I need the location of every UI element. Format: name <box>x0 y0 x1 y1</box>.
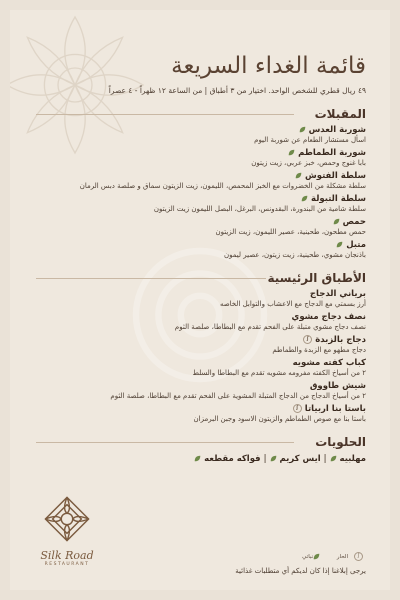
leaf-icon <box>295 172 302 179</box>
menu-page <box>10 10 390 590</box>
menu-item-title: دجاج بالزبدة <box>315 335 366 345</box>
dessert-name: ايس كريم <box>279 454 321 464</box>
restaurant-logo <box>32 495 102 575</box>
menu-item-description: بابا غنوج وحمص، خبز عربي، زيت زيتون <box>251 159 366 167</box>
menu-item <box>36 125 366 145</box>
menu-item-title: شوربة الطماطم <box>298 148 366 158</box>
menu-item <box>36 171 366 191</box>
menu-item-title: كباب كفته مشويه <box>292 358 366 368</box>
dessert-name: فواكه مقطعه <box>204 454 261 464</box>
dessert-name: مهلبيه <box>339 454 366 464</box>
separator: | <box>323 454 327 464</box>
menu-item-name <box>36 171 366 182</box>
separator: | <box>263 454 267 464</box>
menu-item-name <box>36 289 366 300</box>
divider <box>36 278 266 279</box>
menu-item-name <box>36 404 366 415</box>
menu-item-name <box>36 312 366 323</box>
dessert-item <box>270 454 321 464</box>
menu-item <box>36 240 366 260</box>
menu-item-title: شوربة العدس <box>308 125 366 135</box>
leaf-icon <box>288 149 295 156</box>
dessert-item <box>330 454 366 464</box>
section-title-mains: الأطباق الرئيسية <box>267 271 366 285</box>
menu-item-name <box>36 381 366 392</box>
menu-item <box>36 289 366 309</box>
leaf-icon <box>299 126 306 133</box>
menu-item-description: أرز بسمتي مع الدجاج مع الاعشاب والتوابل الخاصه <box>219 300 366 308</box>
menu-item-name <box>36 358 366 369</box>
section-mains <box>36 270 366 286</box>
leaf-icon <box>301 195 308 202</box>
menu-item-description: دجاج مطهو مع الزبدة والطماطم <box>272 346 366 354</box>
spicy-icon: ʃ <box>293 404 302 413</box>
legend-veg-label: نباتي <box>302 554 314 560</box>
menu-item-title: باستا بنا اربياتا <box>304 404 366 414</box>
menu-item-name <box>36 335 366 346</box>
legend-spicy <box>331 554 366 560</box>
menu-item-name <box>36 194 366 205</box>
menu-item-description: نصف دجاج مشوي متبلة على الفحم تقدم مع البطاطا، صلصة الثوم <box>174 323 366 331</box>
menu-item-title: شيش طاووق <box>309 381 366 391</box>
page-title: قائمة الغداء السريعة <box>171 53 366 79</box>
menu-item <box>36 148 366 168</box>
logo-subtitle: RESTAURANT <box>44 562 90 567</box>
logo-emblem-icon <box>43 495 91 543</box>
spicy-icon: ʃ <box>303 335 312 344</box>
logo-name: Silk Road <box>40 549 94 562</box>
desserts-list <box>36 454 366 464</box>
menu-item <box>36 335 366 355</box>
legend <box>290 552 366 561</box>
price-info: ٤٩ ريال قطري للشخص الواحد. اختيار من ٣ أطباق | من الساعة ١٢ ظهراً - ٤ عصراً <box>108 86 366 95</box>
legend-veg <box>296 554 323 560</box>
dessert-item <box>194 454 260 464</box>
leaf-icon <box>270 455 277 462</box>
menu-item-description: اسأل مستشار الطعام عن شوربة اليوم <box>254 136 366 144</box>
section-title-starters: المقبلات <box>314 107 366 121</box>
leaf-icon <box>333 218 340 225</box>
menu-item-name <box>36 148 366 159</box>
menu-item <box>36 217 366 237</box>
leaf-icon <box>330 455 337 462</box>
menu-item <box>36 381 366 401</box>
divider <box>36 114 294 115</box>
leaf-icon <box>336 241 343 248</box>
section-starters <box>36 106 366 122</box>
section-title-desserts: الحلويات <box>315 435 366 449</box>
leaf-icon <box>194 455 201 462</box>
menu-item-name <box>36 240 366 251</box>
menu-item-name <box>36 125 366 136</box>
menu-item-title: متبل <box>346 240 366 250</box>
menu-item-title: نصف دجاج مشوي <box>291 312 366 322</box>
menu-item <box>36 404 366 424</box>
menu-item-name <box>36 217 366 228</box>
menu-item-description: ٢ من أسياخ الدجاج من الدجاج المتبلة المشوية على الفحم تقدم مع البطاطا، صلصة الثوم <box>110 392 366 400</box>
legend-spicy-label: الحار <box>336 554 348 560</box>
menu-item-title: برياني الدجاج <box>309 289 366 299</box>
menu-item-description: باستا بنا مع صوص الطماطم والزيتون الاسود وجبن البرمزان <box>193 415 366 423</box>
spicy-icon: ʃ <box>354 552 363 561</box>
menu-item-title: سلطة الفتوش <box>305 171 366 181</box>
menu-content <box>36 52 366 464</box>
menu-item-description: ٢ من أسياخ الكفته مفرومه مشويه تقدم مع البطاطا والسلط <box>192 369 366 377</box>
divider <box>36 442 294 443</box>
menu-item <box>36 194 366 214</box>
menu-item <box>36 312 366 332</box>
menu-item-description: سلطة شامية من البندورة، البقدونس، البرغل، البصل الليمون زيت الزيتون <box>153 205 366 213</box>
leaf-icon <box>313 553 320 560</box>
menu-item <box>36 358 366 378</box>
dietary-note: يرجى إبلاغنا إذا كان لديكم أي متطلبات غذائية <box>235 567 366 575</box>
menu-item-title: حمص <box>342 217 366 227</box>
menu-item-description: باذنجان مشوي، طحينية، زيت زيتون، عصير ليمون <box>223 251 366 259</box>
section-desserts <box>36 434 366 450</box>
menu-item-description: سلطة مشكلة من الخضروات مع الخبز المحمص، الليمون، زيت الزيتون سماق و صلصة دبس الرمان <box>79 182 366 190</box>
menu-item-description: حمص مطحون، طحينية، عصير الليمون، زيت الزيتون <box>215 228 366 236</box>
menu-item-title: سلطة التبولة <box>311 194 366 204</box>
